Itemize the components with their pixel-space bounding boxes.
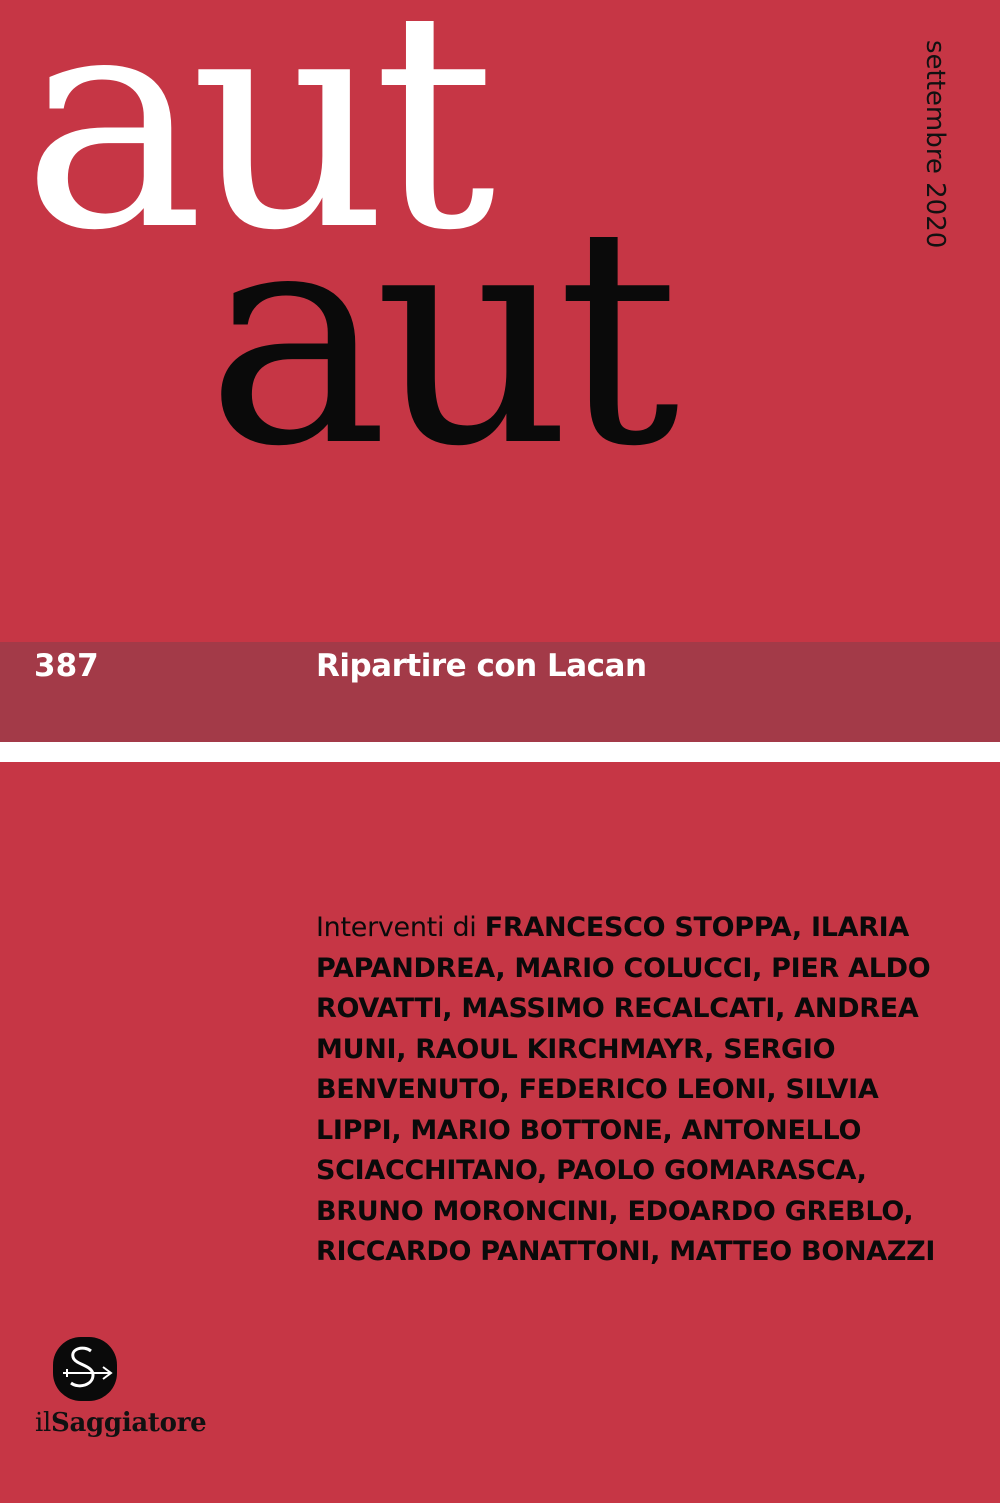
- issue-title: Ripartire con Lacan: [316, 648, 647, 684]
- saggiatore-s-arrow-icon: [53, 1337, 117, 1401]
- masthead-aut-white: aut: [22, 0, 482, 296]
- issue-number: 387: [34, 648, 99, 684]
- white-stripe-divider: [0, 742, 1000, 762]
- contributors-block: [316, 908, 956, 1273]
- issue-date: settembre 2020: [920, 40, 950, 249]
- contributors-names: FRANCESCO STOPPA, ILARIA PAPANDREA, MARIO COLUCCI, PIER ALDO ROVATTI, MASSIMO RECALCATI, ANDREA MUNI, RAOUL KIRCHMAYR, SERGIO BENVENUTO, FEDERICO LEONI, SILVIA LIPPI, MARIO BOTTONE, ANTONELLO SCIACCHITANO, PAOLO GOMARASCA, BRUNO MORONCINI, EDOARDO GREBLO, RICCARDO PANATTONI, MATTEO BONAZZI: [316, 912, 936, 1267]
- masthead-aut-black: aut: [206, 163, 666, 512]
- contributors-intro: Interventi di: [316, 912, 485, 943]
- publisher-name: [35, 1408, 206, 1438]
- publisher-main: Saggiatore: [51, 1408, 207, 1438]
- publisher-prefix: il: [35, 1408, 52, 1438]
